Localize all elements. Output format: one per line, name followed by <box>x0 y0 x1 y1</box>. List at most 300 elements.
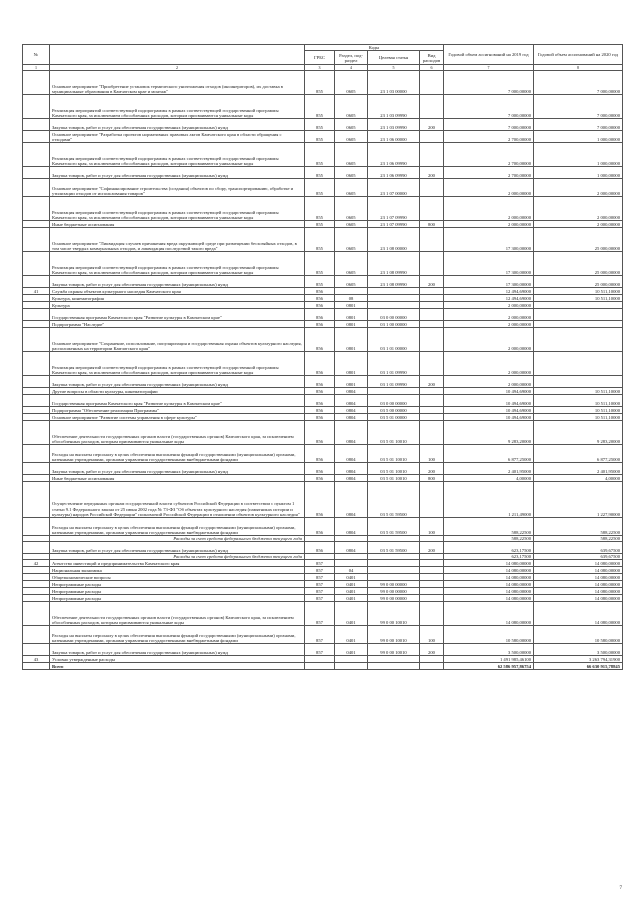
row-expense-type <box>420 656 444 663</box>
row-razdel: 0801 <box>335 309 368 321</box>
row-grbs: 856 <box>305 288 335 295</box>
row-amount-2020: 2 000,00000 <box>534 179 623 197</box>
row-amount-2019: 2 000,00000 <box>444 328 534 352</box>
row-number <box>23 309 50 321</box>
row-razdel: 0804 <box>335 421 368 445</box>
row-target-article <box>368 288 420 295</box>
row-expense-type <box>420 309 444 321</box>
row-target-article <box>368 567 420 574</box>
row-expense-type <box>420 421 444 445</box>
row-amount-2020: 639,67500 <box>534 542 623 554</box>
row-expense-type <box>420 197 444 221</box>
table-row <box>23 71 623 95</box>
row-grbs: 855 <box>305 131 335 143</box>
row-amount-2019: 4,00000 <box>444 475 534 482</box>
row-amount-2020: 7 000,00000 <box>534 71 623 95</box>
budget-table <box>22 44 623 670</box>
row-amount-2020: 14 080,00000 <box>534 595 623 602</box>
row-amount-2020: 1 000,00000 <box>534 143 623 167</box>
row-number <box>23 143 50 167</box>
row-expense-type <box>420 663 444 670</box>
row-target-article: 99 0 00 00000 <box>368 588 420 595</box>
row-number <box>23 567 50 574</box>
row-amount-2019: 10 580,00000 <box>444 626 534 644</box>
row-amount-2020: 1 000,00000 <box>534 167 623 179</box>
row-grbs: 855 <box>305 179 335 197</box>
table-row <box>23 595 623 602</box>
row-grbs: 855 <box>305 119 335 131</box>
row-grbs: 856 <box>305 395 335 407</box>
row-number <box>23 421 50 445</box>
row-expense-type: 200 <box>420 644 444 656</box>
row-grbs: 856 <box>305 388 335 395</box>
row-razdel: 0401 <box>335 574 368 581</box>
row-razdel: 0801 <box>335 302 368 309</box>
row-razdel <box>335 560 368 567</box>
row-expense-type: 100 <box>420 626 444 644</box>
row-grbs: 856 <box>305 475 335 482</box>
row-razdel: 0605 <box>335 276 368 288</box>
row-amount-2020: 10 580,00000 <box>534 626 623 644</box>
row-amount-2019: 12 494,69000 <box>444 288 534 295</box>
header-name <box>50 45 305 65</box>
row-razdel: 0605 <box>335 228 368 252</box>
row-target-article: 03 1 01 09990 <box>368 352 420 376</box>
row-number <box>23 482 50 518</box>
table-row <box>23 95 623 119</box>
row-name: Реализация мероприятий соответствующей подпрограммы в рамках соответствующей государственной программы Камчатского края, за исключением обособленных расходов, которым присваиваются уникальные коды <box>50 95 305 119</box>
row-target-article <box>368 574 420 581</box>
row-target-article: 03 1 01 09990 <box>368 376 420 388</box>
table-row <box>23 581 623 588</box>
row-amount-2019: 2 000,00000 <box>444 376 534 388</box>
row-expense-type <box>420 288 444 295</box>
row-expense-type <box>420 567 444 574</box>
header-razdel: Раздел, под-раздел <box>335 51 368 65</box>
row-expense-type: 800 <box>420 475 444 482</box>
row-amount-2020: 10 511,10000 <box>534 388 623 395</box>
row-amount-2019: 2 000,00000 <box>444 352 534 376</box>
row-number <box>23 475 50 482</box>
header-column-number: 8 <box>534 65 623 71</box>
row-target-article: 23 1 06 09990 <box>368 167 420 179</box>
row-name: Реализация мероприятий соответствующей подпрограммы в рамках соответствующей государственной программы Камчатского края, за исключением обособленных расходов, которым присваиваются уникальные коды <box>50 252 305 276</box>
row-expense-type: 200 <box>420 463 444 475</box>
row-grbs: 856 <box>305 445 335 463</box>
row-name: Закупка товаров, работ и услуг для обеспечения государственных (муниципальных) нужд <box>50 463 305 475</box>
row-target-article: 23 1 07 09990 <box>368 197 420 221</box>
row-number <box>23 71 50 95</box>
row-razdel: 04 <box>335 567 368 574</box>
row-razdel: 0401 <box>335 588 368 595</box>
table-row <box>23 644 623 656</box>
row-amount-2020: 3 263 794,31900 <box>534 656 623 663</box>
row-razdel: 0804 <box>335 518 368 536</box>
row-grbs: 856 <box>305 463 335 475</box>
row-amount-2020: 10 511,10000 <box>534 395 623 407</box>
row-name: Расходы на выплаты персоналу в целях обеспечения выполнения функций государственными (муниципальными) органами, казенными учреждениями, органами управления государственными внебюджетными фондами <box>50 626 305 644</box>
row-number <box>23 131 50 143</box>
row-amount-2019: 10 494,69000 <box>444 395 534 407</box>
row-grbs: 857 <box>305 574 335 581</box>
row-razdel: 0605 <box>335 143 368 167</box>
row-amount-2019: 14 080,00000 <box>444 581 534 588</box>
row-target-article: 03 1 01 00000 <box>368 328 420 352</box>
table-row <box>23 143 623 167</box>
row-number <box>23 407 50 414</box>
row-expense-type <box>420 414 444 421</box>
row-grbs: 856 <box>305 295 335 302</box>
row-target-article <box>368 656 420 663</box>
row-expense-type <box>420 143 444 167</box>
row-name: Осуществление переданных органам государственной власти субъектов Российской Федерации в соответствии с пунктом 1 статьи 9.1 Федерального закона от 25 июня 2002 года № 73-ФЗ "Об объектах культурного наследия (памятниках истории и культуры) народов Российской Федерации" полномочий Российской Федерации в отношении объектов культурного наследия" <box>50 482 305 518</box>
row-number: 42 <box>23 560 50 567</box>
table-row <box>23 197 623 221</box>
row-razdel: 0801 <box>335 376 368 388</box>
table-row <box>23 445 623 463</box>
row-grbs: 855 <box>305 276 335 288</box>
header-number: № <box>23 45 50 65</box>
row-expense-type: 800 <box>420 221 444 228</box>
header-column-number: 6 <box>420 65 444 71</box>
row-number <box>23 602 50 626</box>
row-grbs: 855 <box>305 71 335 95</box>
row-expense-type: 200 <box>420 542 444 554</box>
row-name: Национальная экономика <box>50 567 305 574</box>
table-row <box>23 518 623 536</box>
row-amount-2020 <box>534 309 623 321</box>
table-row <box>23 276 623 288</box>
table-row <box>23 179 623 197</box>
row-target-article: 99 0 00 00000 <box>368 595 420 602</box>
row-razdel: 0401 <box>335 644 368 656</box>
table-row <box>23 395 623 407</box>
row-amount-2019: 9 283,20000 <box>444 421 534 445</box>
row-amount-2019: 62 586 957,86754 <box>444 663 534 670</box>
row-razdel <box>335 656 368 663</box>
header-year-2019: Годовой объем ассигнований на 2019 год <box>444 45 534 65</box>
row-expense-type <box>420 574 444 581</box>
row-expense-type <box>420 595 444 602</box>
row-amount-2020: 2 000,00000 <box>534 197 623 221</box>
row-amount-2019: 14 080,00000 <box>444 560 534 567</box>
row-name: Всего <box>50 663 305 670</box>
row-target-article: 23 1 03 09990 <box>368 95 420 119</box>
row-number: 43 <box>23 656 50 663</box>
row-amount-2019: 2 401,95000 <box>444 463 534 475</box>
row-number <box>23 221 50 228</box>
row-amount-2020: 25 000,00000 <box>534 252 623 276</box>
row-razdel <box>335 663 368 670</box>
row-target-article: 03 5 01 00000 <box>368 414 420 421</box>
row-expense-type <box>420 228 444 252</box>
row-amount-2020: 2 401,95000 <box>534 463 623 475</box>
row-amount-2020: 14 080,00000 <box>534 560 623 567</box>
row-amount-2020: 588,22500 <box>534 518 623 536</box>
row-amount-2020 <box>534 321 623 328</box>
row-number <box>23 395 50 407</box>
row-razdel: 0605 <box>335 167 368 179</box>
row-name: Общеэкономические вопросы <box>50 574 305 581</box>
row-target-article: 03 5 01 59500 <box>368 542 420 554</box>
row-amount-2020: 7 000,00000 <box>534 119 623 131</box>
header-column-number: 2 <box>50 65 305 71</box>
row-number <box>23 276 50 288</box>
row-grbs: 857 <box>305 644 335 656</box>
row-amount-2019: 17 300,00000 <box>444 276 534 288</box>
row-amount-2019: 1 491 985,46100 <box>444 656 534 663</box>
row-name: Непрограммные расходы <box>50 595 305 602</box>
row-grbs: 855 <box>305 95 335 119</box>
row-name: Расходы на выплаты персоналу в целях обеспечения выполнения функций государственными (муниципальными) органами, казенными учреждениями, органами управления государственными внебюджетными фондами <box>50 445 305 463</box>
row-expense-type: 200 <box>420 276 444 288</box>
row-target-article: 23 1 08 00000 <box>368 228 420 252</box>
row-razdel: 0801 <box>335 328 368 352</box>
row-razdel: 0804 <box>335 445 368 463</box>
row-grbs: 857 <box>305 602 335 626</box>
row-amount-2019: 588,22500 <box>444 536 534 542</box>
table-row <box>23 421 623 445</box>
row-name: Обеспечение деятельности государственных органов власти (государственных органов) Камчатского края, за исключением обособленных расходов, которым присваиваются уникальные коды <box>50 421 305 445</box>
table-row <box>23 252 623 276</box>
row-number <box>23 376 50 388</box>
row-number <box>23 463 50 475</box>
row-amount-2020: 14 080,00000 <box>534 574 623 581</box>
row-grbs: 856 <box>305 542 335 554</box>
row-expense-type <box>420 131 444 143</box>
row-grbs: 856 <box>305 302 335 309</box>
row-target-article: 99 0 00 10010 <box>368 644 420 656</box>
row-number <box>23 352 50 376</box>
row-target-article: 99 0 00 10010 <box>368 602 420 626</box>
row-name: Подпрограмма "Обеспечение реализации Программы" <box>50 407 305 414</box>
header-grbs: ГРБС <box>305 51 335 65</box>
header-column-number: 4 <box>335 65 368 71</box>
row-name: Закупка товаров, работ и услуг для обеспечения государственных (муниципальных) нужд <box>50 542 305 554</box>
row-amount-2020 <box>534 352 623 376</box>
row-number <box>23 295 50 302</box>
row-number <box>23 626 50 644</box>
row-grbs: 855 <box>305 228 335 252</box>
row-expense-type <box>420 407 444 414</box>
row-amount-2019: 7 000,00000 <box>444 71 534 95</box>
row-amount-2019: 2 000,00000 <box>444 221 534 228</box>
row-name: Другие вопросы в области культуры, кинематографии <box>50 388 305 395</box>
row-amount-2020 <box>534 302 623 309</box>
table-row <box>23 167 623 179</box>
row-expense-type <box>420 252 444 276</box>
table-row <box>23 414 623 421</box>
row-grbs: 856 <box>305 407 335 414</box>
row-name: Культура, кинематография <box>50 295 305 302</box>
row-amount-2020: 4,00000 <box>534 475 623 482</box>
row-amount-2020 <box>534 376 623 388</box>
row-expense-type <box>420 581 444 588</box>
row-amount-2020: 14 080,00000 <box>534 602 623 626</box>
row-amount-2019: 14 080,00000 <box>444 567 534 574</box>
row-amount-2019: 2 000,00000 <box>444 197 534 221</box>
header-column-number: 7 <box>444 65 534 71</box>
row-grbs: 857 <box>305 588 335 595</box>
row-amount-2019: 14 080,00000 <box>444 595 534 602</box>
row-grbs: 856 <box>305 376 335 388</box>
row-grbs: 856 <box>305 518 335 536</box>
table-row <box>23 602 623 626</box>
row-number <box>23 388 50 395</box>
row-name: Расходы за счет средств федерального бюджета текущего года <box>50 554 305 560</box>
row-grbs <box>305 656 335 663</box>
row-name: Подпрограмма "Наследие" <box>50 321 305 328</box>
row-amount-2020: 10 511,10000 <box>534 288 623 295</box>
row-razdel: 08 <box>335 295 368 302</box>
row-name: Основное мероприятие "Разработка проектов нормативных правовых актов Камчатского края в области обращения с отходами" <box>50 131 305 143</box>
row-target-article: 23 1 03 09990 <box>368 119 420 131</box>
row-amount-2019: 12 494,69000 <box>444 295 534 302</box>
table-row <box>23 560 623 567</box>
row-grbs: 857 <box>305 595 335 602</box>
row-amount-2020: 2 000,00000 <box>534 221 623 228</box>
row-name: Основное мероприятие "Развитие системы управления в сфере культуры" <box>50 414 305 421</box>
row-number <box>23 167 50 179</box>
row-amount-2020: 14 080,00000 <box>534 588 623 595</box>
row-grbs: 855 <box>305 143 335 167</box>
table-row <box>23 388 623 395</box>
row-number <box>23 644 50 656</box>
row-number <box>23 574 50 581</box>
page-mark: 7 <box>619 886 622 891</box>
row-razdel: 0804 <box>335 542 368 554</box>
row-amount-2020: 14 080,00000 <box>534 567 623 574</box>
row-target-article: 03 5 01 10010 <box>368 463 420 475</box>
row-grbs: 856 <box>305 321 335 328</box>
row-number <box>23 518 50 536</box>
row-expense-type <box>420 482 444 518</box>
row-amount-2020: 3 500,00000 <box>534 644 623 656</box>
row-target-article: 03 5 01 10010 <box>368 445 420 463</box>
row-expense-type: 100 <box>420 518 444 536</box>
table-row <box>23 221 623 228</box>
table-row <box>23 574 623 581</box>
row-target-article: 03 1 00 00000 <box>368 321 420 328</box>
table-row <box>23 328 623 352</box>
row-amount-2019: 7 000,00000 <box>444 119 534 131</box>
row-target-article: 99 0 00 00000 <box>368 581 420 588</box>
row-grbs: 855 <box>305 167 335 179</box>
row-number <box>23 197 50 221</box>
row-expense-type <box>420 352 444 376</box>
row-amount-2019: 3 500,00000 <box>444 644 534 656</box>
row-amount-2019: 10 494,69000 <box>444 388 534 395</box>
row-amount-2020: 66 630 915,78845 <box>534 663 623 670</box>
row-grbs: 857 <box>305 567 335 574</box>
row-amount-2019: 6 877,25000 <box>444 445 534 463</box>
table-row <box>23 542 623 554</box>
row-expense-type <box>420 395 444 407</box>
row-expense-type <box>420 71 444 95</box>
table-row <box>23 119 623 131</box>
row-amount-2020: 7 000,00000 <box>534 95 623 119</box>
row-target-article <box>368 388 420 395</box>
row-razdel: 0605 <box>335 179 368 197</box>
row-number <box>23 321 50 328</box>
row-name: Реализация мероприятий соответствующей подпрограммы в рамках соответствующей государственной программы Камчатского края, за исключением обособленных расходов, которым присваиваются уникальные коды <box>50 197 305 221</box>
row-amount-2019: 1 211,49000 <box>444 482 534 518</box>
row-amount-2019: 2 000,00000 <box>444 179 534 197</box>
table-header <box>23 45 623 71</box>
row-target-article <box>368 302 420 309</box>
row-target-article: 03 5 01 59500 <box>368 482 420 518</box>
row-target-article <box>368 560 420 567</box>
table-row <box>23 663 623 670</box>
table-row <box>23 588 623 595</box>
row-razdel: 0801 <box>335 352 368 376</box>
row-name: Основное мероприятие "Ликвидация случаев причинения вреда окружающей среде при размещении бесхозяйных отходов, в том числе твердых коммунальных отходов, и ликвидация последствий такого вреда" <box>50 228 305 252</box>
header-column-number: 3 <box>305 65 335 71</box>
row-amount-2019: 588,22500 <box>444 518 534 536</box>
row-razdel: 0605 <box>335 131 368 143</box>
row-number <box>23 119 50 131</box>
row-name: Непрограммные расходы <box>50 581 305 588</box>
row-amount-2020: 10 511,10000 <box>534 295 623 302</box>
table-row <box>23 626 623 644</box>
table-row <box>23 131 623 143</box>
row-amount-2019: 7 000,00000 <box>444 95 534 119</box>
row-expense-type <box>420 321 444 328</box>
row-grbs: 857 <box>305 560 335 567</box>
row-amount-2020: 10 511,10000 <box>534 414 623 421</box>
row-name: Агентство инвестиций и предпринимательства Камчатского края <box>50 560 305 567</box>
row-number <box>23 595 50 602</box>
row-target-article: 23 1 03 00000 <box>368 71 420 95</box>
row-number <box>23 581 50 588</box>
row-razdel: 0804 <box>335 388 368 395</box>
row-number: 41 <box>23 288 50 295</box>
row-amount-2019: 17 300,00000 <box>444 252 534 276</box>
row-grbs: 855 <box>305 197 335 221</box>
row-grbs: 856 <box>305 482 335 518</box>
header-year-2020: Годовой объем ассигнований на 2020 год <box>534 45 623 65</box>
row-name: Основное мероприятие "Софинансирование строительства (создания) объектов по сбору, транспортированию, обработке и утилизации отходов от использования товаров" <box>50 179 305 197</box>
row-amount-2019: 623,17500 <box>444 554 534 560</box>
header-target-article: Целевая статья <box>368 51 420 65</box>
row-razdel: 0804 <box>335 414 368 421</box>
table-row <box>23 656 623 663</box>
row-razdel: 0804 <box>335 475 368 482</box>
row-number <box>23 445 50 463</box>
row-grbs <box>305 663 335 670</box>
row-name: Основное мероприятие "Сохранение, использование, популяризация и государственная охрана объектов культурного наследия, расположенных на территории Камчатского края" <box>50 328 305 352</box>
row-razdel: 0804 <box>335 482 368 518</box>
row-amount-2019: 2 000,00000 <box>444 309 534 321</box>
row-target-article: 23 1 06 09990 <box>368 143 420 167</box>
row-amount-2019: 2 700,00000 <box>444 143 534 167</box>
row-number <box>23 95 50 119</box>
row-amount-2020: 1 000,00000 <box>534 131 623 143</box>
row-amount-2019: 17 300,00000 <box>444 228 534 252</box>
row-name: Закупка товаров, работ и услуг для обеспечения государственных (муниципальных) нужд <box>50 167 305 179</box>
row-grbs: 857 <box>305 626 335 644</box>
row-amount-2019: 14 080,00000 <box>444 602 534 626</box>
table-row <box>23 309 623 321</box>
header-column-number: 1 <box>23 65 50 71</box>
row-expense-type <box>420 179 444 197</box>
row-name: Иные бюджетные ассигнования <box>50 475 305 482</box>
table-row <box>23 567 623 574</box>
row-expense-type <box>420 328 444 352</box>
row-name: Закупка товаров, работ и услуг для обеспечения государственных (муниципальных) нужд <box>50 119 305 131</box>
table-row <box>23 407 623 414</box>
row-expense-type <box>420 602 444 626</box>
